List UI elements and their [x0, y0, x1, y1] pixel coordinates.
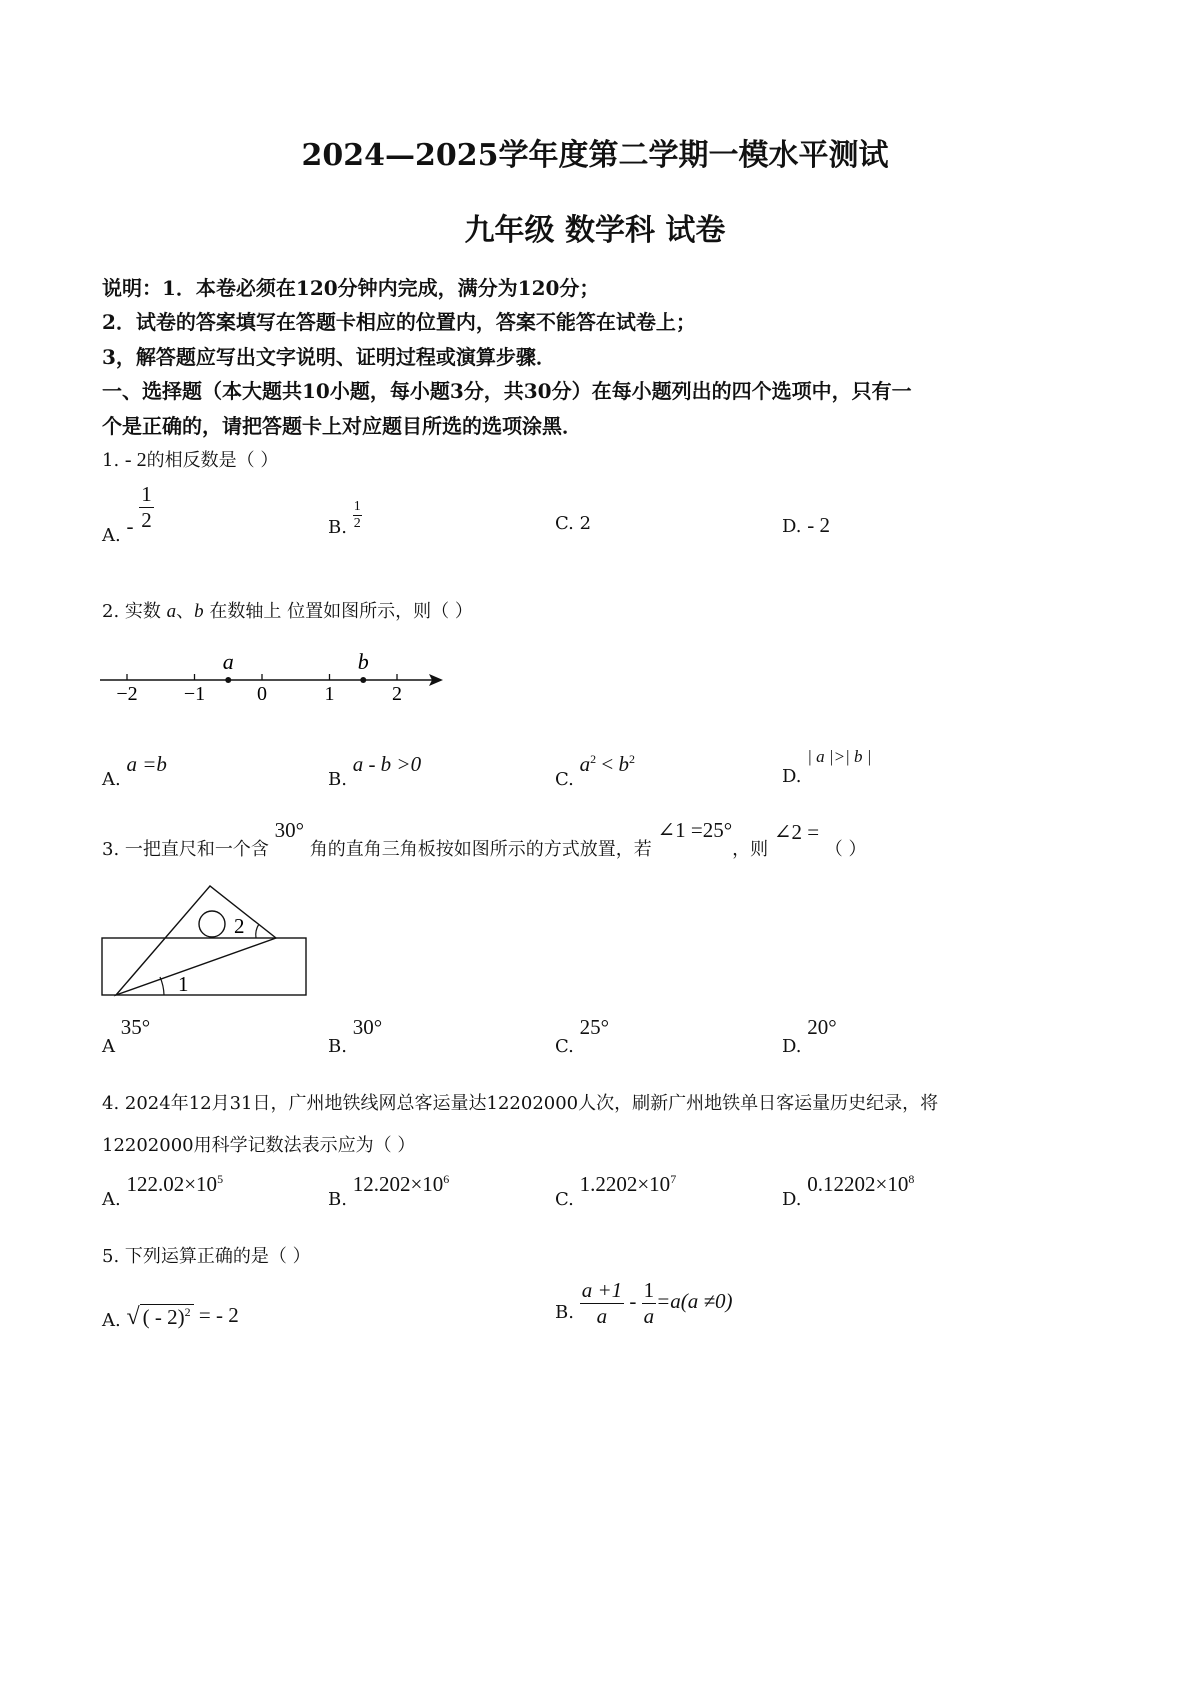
instruction-line-2: 2．试卷的答案填写在答题卡相应的位置内，答案不能答在试卷上；: [102, 310, 696, 334]
section-heading-line-1: 一、选择题（本大题共10小题，每小题3分，共30分）在每小题列出的四个选项中，只有一: [102, 379, 912, 403]
question-5-option-b[interactable]: B. $\frac{a +1}{a}$ - $\frac{1}{a}$ =a(a ≠0): [555, 1278, 733, 1328]
point-a-label: a: [222, 649, 234, 674]
angle-2-question: ∠2 =: [773, 820, 820, 844]
angle-2-arc: [256, 924, 259, 938]
option-expression: $12.202\times 10^6$: [352, 1172, 450, 1196]
option-label: D.: [782, 516, 802, 537]
question-4-option-c[interactable]: C. $1.2202\times 10^7$: [555, 1172, 677, 1210]
question-5-stem: 5. 下列运算正确的是（ ）: [102, 1246, 311, 1267]
question-4-stem-line-1: 4. 2024年12月31日，广州地铁线网总客运量达12202000人次，刷新广州地铁单日客运量历史纪录，将: [102, 1093, 939, 1114]
option-label: B.: [328, 516, 347, 538]
instruction-line-3: 3，解答题应写出文字说明、证明过程或演算步骤．: [102, 345, 556, 369]
question-2-stem: 2. 实数 a、b 在数轴上 位置如图所示，则（ ）: [102, 601, 473, 622]
option-label: C.: [555, 513, 574, 534]
option-sign: -: [126, 513, 134, 538]
question-3-option-d[interactable]: D. 20°: [782, 1015, 837, 1057]
angle-1-condition: ∠1 =25°: [657, 818, 733, 842]
option-expression: $1.2202\times 10^7$: [579, 1172, 677, 1196]
question-1-expression: - 2: [124, 449, 147, 471]
option-expression: | a |>| b |: [807, 747, 872, 766]
angle-30: 30°: [274, 818, 305, 842]
fraction: $\frac{1}{2}$: [353, 499, 361, 531]
fraction: $\frac{1}{a}$: [643, 1278, 655, 1328]
option-value: 20°: [807, 1015, 837, 1039]
question-2-option-b[interactable]: B. a - b >0: [328, 752, 422, 790]
angle-2-label: 2: [234, 914, 245, 938]
option-expression: $0.12202\times 10^8$: [807, 1172, 915, 1196]
question-5-option-a[interactable]: A. √ ( - 2)$^2$ = - 2: [102, 1303, 239, 1331]
question-3-option-c[interactable]: C. 25°: [555, 1015, 609, 1057]
variable-b: b: [194, 601, 204, 622]
option-value: - 2: [807, 513, 830, 537]
question-4-stem-line-2: 12202000用科学记数法表示应为（ ）: [102, 1135, 416, 1156]
fraction: $\frac{a +1}{a}$: [581, 1278, 623, 1328]
option-label: A.: [102, 524, 121, 546]
page-subtitle: 九年级 数学科 试卷: [464, 213, 726, 248]
instruction-line-1: 说明：1．本卷必须在120分钟内完成，满分为120分；: [102, 276, 600, 300]
question-2-option-d[interactable]: D. | a |>| b |: [782, 747, 872, 787]
axis-tick-label: −1: [183, 683, 206, 705]
question-1-option-c[interactable]: [555, 513, 591, 534]
question-3-option-b[interactable]: B. 30°: [328, 1015, 383, 1057]
question-1-option-d[interactable]: [782, 513, 830, 538]
ruler-triangle-figure: [98, 880, 313, 1002]
option-expression: $a^2 < b^2$: [579, 752, 635, 776]
axis-tick-label: 0: [257, 683, 267, 705]
option-expression: a =b: [126, 752, 167, 776]
question-1-stem: [102, 446, 278, 472]
triangle-hole: [199, 911, 225, 937]
option-value: 25°: [579, 1015, 609, 1039]
option-expression: √ ( - 2)$^2$ = - 2: [126, 1303, 239, 1330]
question-3-option-a[interactable]: A 35°: [102, 1015, 151, 1057]
question-4-option-a[interactable]: A. $122.02\times 10^5$: [102, 1172, 224, 1210]
option-expression: $\frac{a +1}{a}$ - $\frac{1}{a}$ =a(a ≠0): [581, 1278, 733, 1328]
question-1-option-a[interactable]: [102, 482, 154, 546]
question-1-number: 1.: [102, 450, 120, 471]
question-4-option-b[interactable]: B. $12.202\times 10^6$: [328, 1172, 450, 1210]
option-value: 35°: [120, 1015, 151, 1039]
question-3-stem: 3. 一把直尺和一个含 30° 角的直角三角板按如图所示的方式放置，若 ∠1 =25°，则 ∠2 = （ ）: [102, 818, 867, 860]
point-b: [360, 677, 366, 683]
triangle-ruler: [116, 886, 276, 995]
section-heading-line-2: 个是正确的，请把答题卡上对应题目所选的选项涂黑．: [102, 414, 582, 438]
axis-tick-label: 2: [392, 683, 402, 705]
fraction: $\frac{1}{2}$: [141, 482, 152, 532]
option-value: 2: [579, 513, 592, 534]
question-1-option-b[interactable]: [328, 499, 362, 538]
angle-1-arc: [160, 977, 164, 995]
angle-1-label: 1: [178, 972, 189, 996]
question-2-option-c[interactable]: C. $a^2 < b^2$: [555, 752, 635, 790]
option-expression: $122.02\times 10^5$: [126, 1172, 224, 1196]
question-4-option-d[interactable]: D. $0.12202\times 10^8$: [782, 1172, 915, 1210]
point-b-label: b: [357, 649, 369, 674]
square-root: √ ( - 2)$^2$: [126, 1304, 193, 1331]
option-value: 30°: [352, 1015, 383, 1039]
ruler: [102, 938, 306, 995]
page-title: 2024—2025学年度第二学期一模水平测试: [301, 138, 889, 173]
point-a: [225, 677, 231, 683]
question-2-option-a[interactable]: A. a =b: [102, 752, 167, 790]
variable-a: a: [166, 601, 177, 622]
option-expression: a - b >0: [352, 752, 422, 776]
axis-tick-label: 1: [324, 683, 335, 705]
axis-tick-label: −2: [116, 683, 138, 705]
number-line-figure: [98, 640, 458, 710]
question-1-text: 的相反数是（ ）: [146, 450, 279, 471]
